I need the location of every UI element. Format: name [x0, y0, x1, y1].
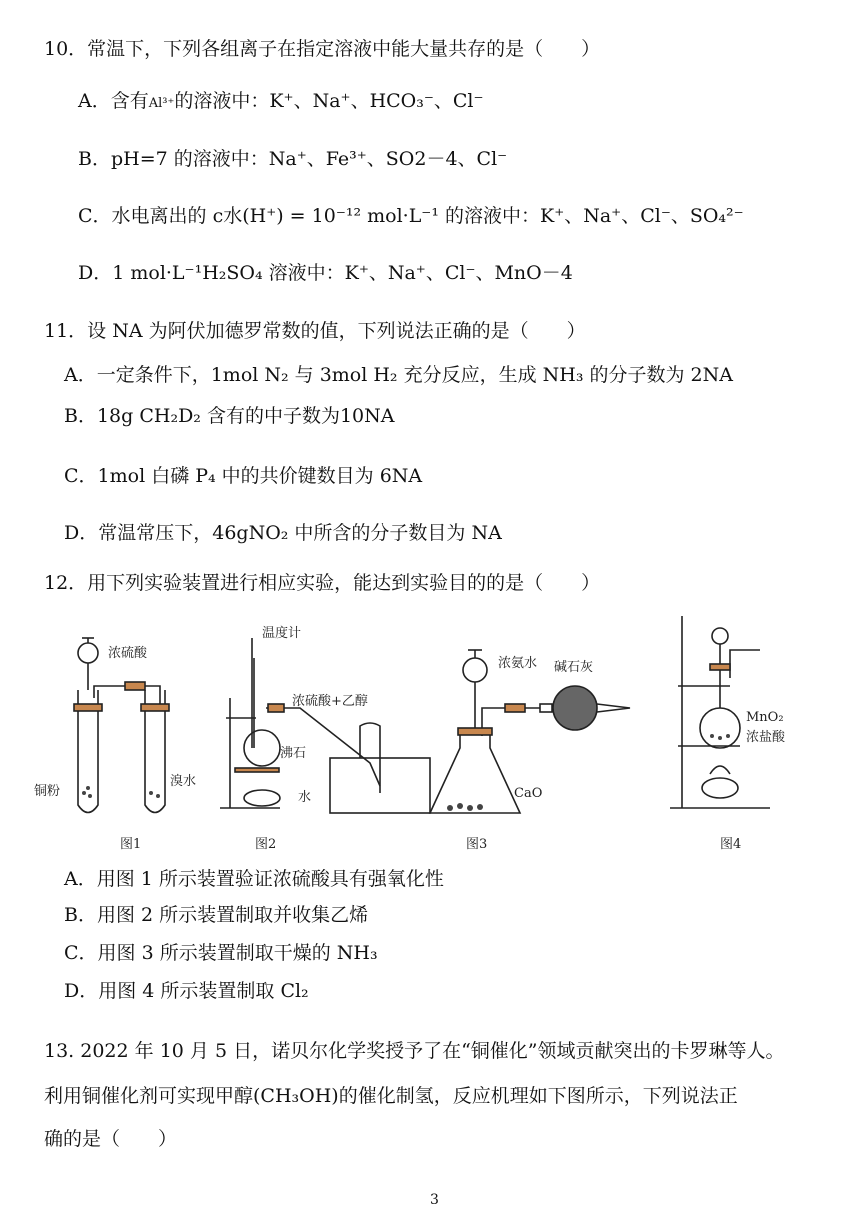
fig3-caption: 图3 [466, 837, 488, 852]
fig4-mno2-label: MnO₂ [746, 710, 784, 725]
fig1-caption: 图1 [120, 837, 142, 852]
fig3-lime-label: 碱石灰 [554, 660, 594, 675]
page-number: 3 [430, 1192, 439, 1208]
q10-stem: 10．常温下，下列各组离子在指定溶液中能大量共存的是（ ） [44, 38, 601, 60]
fig1-copper-label: 铜粉 [34, 784, 61, 799]
q10-option-d: D．1 mol·L⁻¹H₂SO₄ 溶液中：K⁺、Na⁺、Cl⁻、MnO－4 [78, 262, 573, 284]
q13-line2: 利用铜催化剂可实现甲醇(CH₃OH)的催化制氢，反应机理如下图所示，下列说法正 [44, 1085, 738, 1107]
fig3-ammonia-label: 浓氨水 [498, 656, 538, 671]
fig2-mix-label: 浓硫酸+乙醇 [292, 694, 368, 709]
q10-option-b: B．pH=7 的溶液中：Na⁺、Fe³⁺、SO2－4、Cl⁻ [78, 148, 508, 170]
q13-line3: 确的是（ ） [44, 1128, 178, 1150]
q10-option-c: C．水电离出的 c水(H⁺) = 10⁻¹² mol·L⁻¹ 的溶液中：K⁺、Na⁺、Cl⁻、SO₄²⁻ [78, 205, 744, 227]
q12-option-d: D．用图 4 所示装置制取 Cl₂ [64, 980, 309, 1002]
fig2-caption: 图2 [255, 837, 277, 852]
q12-option-c: C．用图 3 所示装置制取干燥的 NH₃ [64, 942, 378, 964]
q11-option-c: C．1mol 白磷 P₄ 中的共价键数目为 6NA [64, 465, 423, 487]
q13-line1: 13. 2022 年 10 月 5 日，诺贝尔化学奖授予了在“铜催化”领域贡献突出的卡罗琳等人。 [44, 1040, 785, 1062]
q11-option-d: D．常温常压下，46gNO₂ 中所含的分子数目为 NA [64, 522, 502, 544]
fig4-caption: 图4 [720, 837, 742, 852]
q10-a-suffix: 的溶液中：K⁺、Na⁺、HCO₃⁻、Cl⁻ [174, 90, 484, 112]
q10-a-prefix: A．含有 [78, 90, 149, 112]
fig2-thermometer-label: 温度计 [262, 626, 302, 641]
q12-option-a: A．用图 1 所示装置验证浓硫酸具有强氧化性 [64, 868, 444, 890]
apparatus-drawing [30, 608, 840, 858]
q11-option-a: A．一定条件下，1mol N₂ 与 3mol H₂ 充分反应，生成 NH₃ 的分子数为 2NA [64, 364, 733, 386]
q11-stem: 11．设 NA 为阿伏加德罗常数的值，下列说法正确的是（ ） [44, 320, 586, 342]
q12-stem: 12．用下列实验装置进行相应实验，能达到实验目的的是（ ） [44, 572, 601, 594]
q10-a-ion: Al³⁺ [148, 96, 175, 111]
q12-option-b: B．用图 2 所示装置制取并收集乙烯 [64, 904, 369, 926]
fig1-acid-label: 浓硫酸 [108, 646, 148, 661]
q10-option-a [78, 90, 484, 113]
apparatus-figures [30, 608, 840, 858]
fig4-hcl-label: 浓盐酸 [746, 730, 786, 745]
fig2-water-label: 水 [298, 790, 312, 805]
q11-option-b: B．18g CH₂D₂ 含有的中子数为10NA [64, 405, 395, 427]
fig3-cao-label: CaO [514, 786, 543, 801]
fig2-chips-label: 沸石 [280, 746, 307, 761]
fig1-bromine-label: 溴水 [170, 774, 197, 789]
